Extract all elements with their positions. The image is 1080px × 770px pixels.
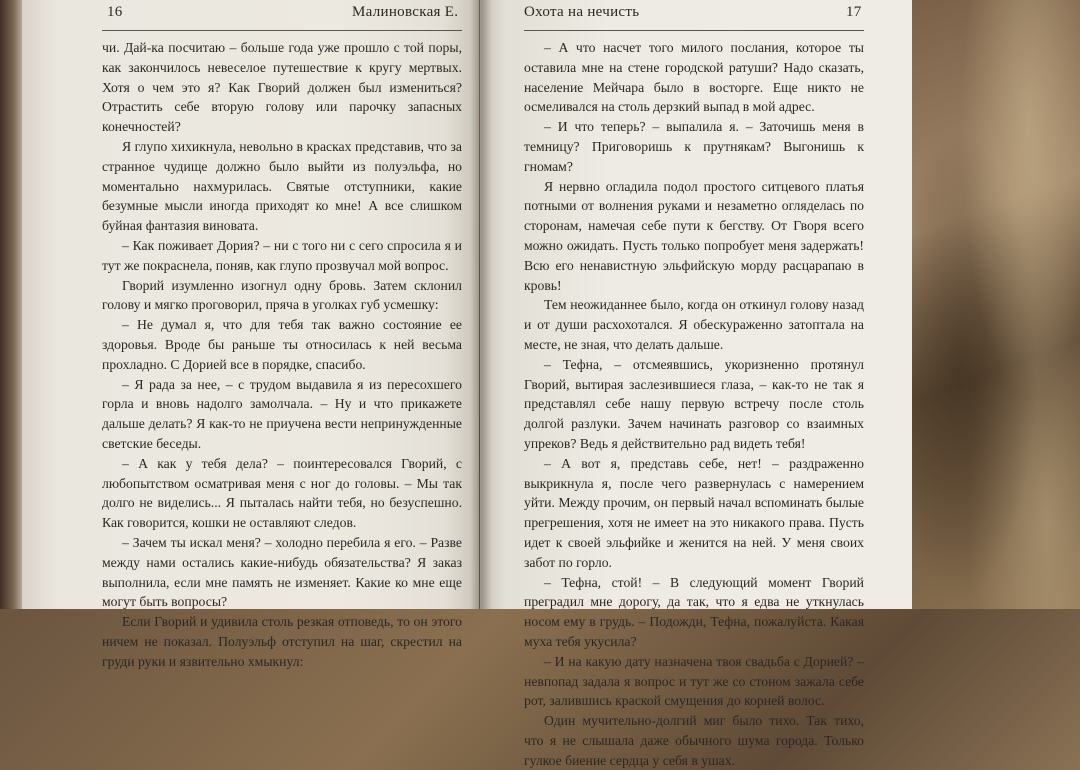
paragraph: – А вот я, представь себе, нет! – раздраженно выкрикнула я, после чего развернулась с намерением уйти. Между прочим, он первый начал вспоминать былые прегрешения, хотя не имеет на это никакого права. Пусть идет к своей эльфийке и женится на ней. У меня своих забот по горло. bbox=[524, 455, 864, 570]
marble-table-surface bbox=[910, 0, 1080, 609]
right-page bbox=[480, 0, 912, 768]
paragraph: Я глупо хихикнула, невольно в красках представив, что за странное чудище должно было выйти из полуэльфа, но моментально нахмурилась. Святые отступники, какие безумные мысли иногда приходят ко мне! А все слишком буйная фантазия виновата. bbox=[102, 138, 462, 234]
paragraph: Тем неожиданнее было, когда он откинул голову назад и от души расхохотался. Я обескураженно затоптала на месте, не зная, что делать дальше. bbox=[524, 297, 864, 352]
paragraph: Гворий изумленно изогнул одну бровь. Затем склонил голову и мягко проговорил, пряча в уголках губ усмешку: bbox=[102, 277, 462, 313]
paragraph: чи. Дай-ка посчитаю – больше года уже прошло с той поры, как закончилось невеселое путешествие к кругу мертвых. Хотя о чем это я? Как Гворий должен был измениться? Отрастить себе вторую голову или парочку запасных конечностей? bbox=[102, 40, 462, 135]
paragraph: – Не думал я, что для тебя так важно состояние ее здоровья. Вроде бы раньше ты относилась к ней весьма прохладно. С Дорией все в порядке, спасибо. bbox=[102, 317, 462, 372]
paragraph: Один мучительно-долгий миг было тихо. Так тихо, что я не слышала даже обычного шума города. Только гулкое биение сердца у себя в ушах. bbox=[524, 713, 864, 768]
paragraph: Если Гворий и удивила столь резкая отповедь, то он этого ничем не показал. Полуэльф отступил на шаг, скрестил на груди руки и язвительно хмыкнул: bbox=[102, 614, 462, 669]
left-running-head: Малиновская Е. bbox=[352, 4, 459, 20]
right-page-text bbox=[524, 38, 864, 770]
paragraph: – А как у тебя дела? – поинтересовался Гворий, с любопытством осматривая меня с ног до головы. – Мы так долго не виделись... Я пыталась найти тебя, но безуспешно. Как говорится, кошки не оставляют следов. bbox=[102, 455, 462, 531]
right-header-rule bbox=[524, 30, 864, 31]
book-gutter bbox=[470, 0, 492, 609]
right-running-head: Охота на нечисть bbox=[524, 4, 640, 20]
paragraph: Я нервно огладила подол простого ситцевого платья потными от волнения руками и незаметно огляделась по сторонам, намечая себе пути к бегству. От Гворя всего можно ожидать. Пусть только попробует меня задержать! Всю его ненавистную эльфийскую морду расцарапаю в кровь! bbox=[524, 178, 864, 293]
right-page-number: 17 bbox=[846, 4, 862, 20]
paragraph: – Я рада за нее, – с трудом выдавила я из пересохшего горла и вновь надолго замолчала. – Ну и что прикажете дальше делать? Я как-то не приучена вести непринужденные светские беседы. bbox=[102, 376, 462, 451]
paragraph: – И что теперь? – выпалила я. – Заточишь меня в темницу? Приговоришь к прутнякам? Выгонишь к гномам? bbox=[524, 119, 864, 174]
paragraph: – А что насчет того милого послания, которое ты оставила мне на стене городской ратуши? Надо сказать, население Мейчара было в восторге. Еще никто не осмеливался на столь дерзкий выпад в мой адрес. bbox=[524, 40, 864, 115]
paragraph: – Как поживает Дория? – ни с того ни с сего спросила я и тут же покраснела, поняв, как глупо прозвучал мой вопрос. bbox=[102, 237, 462, 273]
paragraph: – Тефна, стой! – В следующий момент Гворий преградил мне дорогу, да так, что я едва не уткнулась носом ему в грудь. – Подожди, Тефна, пожалуйста. Какая муха тебя укусила? bbox=[524, 574, 864, 649]
paragraph: – Зачем ты искал меня? – холодно перебила я его. – Разве между нами остались какие-нибудь обязательства? Я заказ выполнила, если мне память не изменяет. Какие ко мне еще могут быть вопросы? bbox=[102, 534, 462, 610]
left-page bbox=[22, 0, 479, 669]
left-header-rule bbox=[102, 30, 462, 31]
book-left-edge bbox=[0, 0, 22, 609]
left-page-text bbox=[102, 38, 462, 672]
paragraph: – И на какую дату назначена твоя свадьба с Дорией? – невпопад задала я вопрос и тут же со стоном зажала себе рот, залившись краской смущения до корней волос. bbox=[524, 653, 864, 709]
left-page-number: 16 bbox=[107, 4, 123, 20]
paragraph: – Тефна, – отсмеявшись, укоризненно протянул Гворий, вытирая заслезившиеся глаза, – как-то не так я представлял себе нашу первую встречу после столь долгой разлуки. Зачем начинать разговор со взаимных упреков? Ведь я действительно рад видеть тебя! bbox=[524, 356, 864, 451]
